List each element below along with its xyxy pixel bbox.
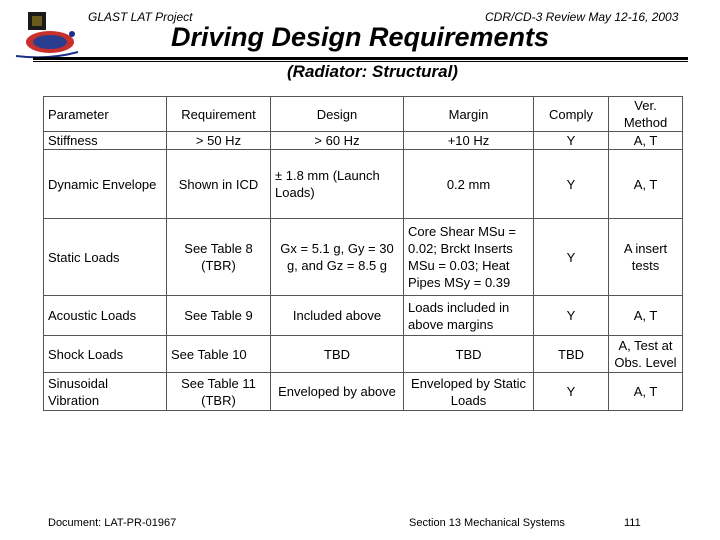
footer-page-number: 111 xyxy=(624,517,641,529)
requirements-table xyxy=(43,96,683,411)
cell-margin: TBD xyxy=(404,336,534,373)
cell-design: Gx = 5.1 g, Gy = 30 g, and Gz = 8.5 g xyxy=(271,219,404,296)
cell-design: Included above xyxy=(271,296,404,336)
cell-ver-method: A, T xyxy=(609,296,683,336)
cell-design: > 60 Hz xyxy=(271,132,404,150)
table-row xyxy=(44,150,683,219)
cell-parameter: Stiffness xyxy=(44,132,167,150)
col-header-design: Design xyxy=(271,97,404,132)
col-header-ver-method: Ver. Method xyxy=(609,97,683,132)
cell-ver-method: A, T xyxy=(609,132,683,150)
cell-comply: Y xyxy=(534,373,609,411)
table-row xyxy=(44,336,683,373)
page-title: Driving Design Requirements xyxy=(170,22,550,52)
cell-ver-method: A, T xyxy=(609,150,683,219)
cell-parameter: Static Loads xyxy=(44,219,167,296)
cell-ver-method: A, Test at Obs. Level xyxy=(609,336,683,373)
table-header-row xyxy=(44,97,683,132)
cell-margin: Enveloped by Static Loads xyxy=(404,373,534,411)
table-row xyxy=(44,296,683,336)
review-info: CDR/CD-3 Review May 12-16, 2003 xyxy=(485,10,679,24)
project-name: GLAST LAT Project xyxy=(88,10,193,24)
col-header-margin: Margin xyxy=(404,97,534,132)
col-header-comply: Comply xyxy=(534,97,609,132)
cell-requirement: Shown in ICD xyxy=(167,150,271,219)
footer-document: Document: LAT-PR-01967 xyxy=(48,517,177,529)
cell-comply: Y xyxy=(534,132,609,150)
cell-margin: 0.2 mm xyxy=(404,150,534,219)
cell-comply: Y xyxy=(534,296,609,336)
table-row xyxy=(44,373,683,411)
col-header-parameter: Parameter xyxy=(44,97,167,132)
cell-ver-method: A, T xyxy=(609,373,683,411)
cell-comply: Y xyxy=(534,150,609,219)
col-header-requirement: Requirement xyxy=(167,97,271,132)
footer-section: Section 13 Mechanical Systems xyxy=(409,517,565,529)
cell-design: ± 1.8 mm (Launch Loads) xyxy=(271,150,404,219)
page-subtitle: (Radiator: Structural) xyxy=(287,62,458,81)
cell-parameter: Acoustic Loads xyxy=(44,296,167,336)
cell-parameter: Sinusoidal Vibration xyxy=(44,373,167,411)
cell-requirement: See Table 8 (TBR) xyxy=(167,219,271,296)
cell-requirement: See Table 11 (TBR) xyxy=(167,373,271,411)
table-row xyxy=(44,132,683,150)
cell-design: TBD xyxy=(271,336,404,373)
table-row xyxy=(44,219,683,296)
cell-comply: TBD xyxy=(534,336,609,373)
cell-design: Enveloped by above xyxy=(271,373,404,411)
title-rule xyxy=(33,57,688,60)
cell-margin: Core Shear MSu = 0.02; Brckt Inserts MSu = 0.03; Heat Pipes MSy = 0.39 xyxy=(404,219,534,296)
cell-margin: Loads included in above margins xyxy=(404,296,534,336)
cell-requirement: See Table 10 xyxy=(167,336,271,373)
cell-comply: Y xyxy=(534,219,609,296)
cell-margin: +10 Hz xyxy=(404,132,534,150)
cell-parameter: Dynamic Envelope xyxy=(44,150,167,219)
cell-ver-method: A insert tests xyxy=(609,219,683,296)
cell-requirement: > 50 Hz xyxy=(167,132,271,150)
cell-requirement: See Table 9 xyxy=(167,296,271,336)
cell-parameter: Shock Loads xyxy=(44,336,167,373)
